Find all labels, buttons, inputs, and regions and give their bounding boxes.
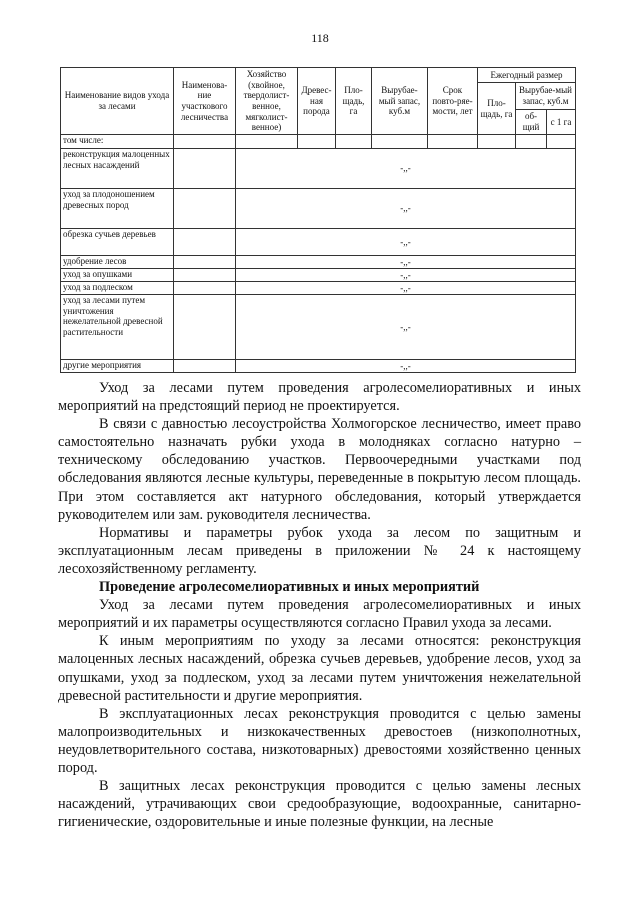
table-row: [61, 189, 576, 229]
row-label: том числе:: [61, 135, 174, 149]
paragraph: В защитных лесах реконструкция проводится с целью замены лесных насаждений, утрачивающих свои средообразующие, водоохранные, санитарно-гигиенические, оздоровительные и иные полезные функции, на лесные: [58, 778, 581, 831]
ditto-mark: -,,-: [236, 269, 576, 282]
table-row: [61, 135, 576, 149]
row-label: уход за подлеском: [61, 282, 174, 295]
ditto-mark: -,,-: [236, 360, 576, 373]
body-text: [58, 379, 581, 831]
table-row: [61, 229, 576, 256]
header-stock: Вырубае-мый запас, куб.м: [372, 68, 428, 135]
header-economy: Хозяйство (хвойное, твердолист-венное, мягколист-венное): [236, 68, 298, 135]
ditto-mark: -,,-: [236, 256, 576, 269]
paragraph: В связи с давностью лесоустройства Холмогорское лесничество, имеет право самостоятельно назначать рубки ухода в молодняках согласно натурно – техническому обследованию участков. Первоочередными участками под обследования являются лесные культуры, переведенные в покрытую лесом площадь. При этом составляется акт натурного обследования, который утверждается руководителем или зам. руководителя лесничества.: [58, 416, 581, 523]
header-area: Пло-щадь, га: [336, 68, 372, 135]
header-period: Срок повто-ряе-мости, лет: [428, 68, 478, 135]
row-label: уход за опушками: [61, 269, 174, 282]
table-row: [61, 360, 576, 373]
header-care-type: Наименование видов ухода за лесами: [61, 68, 174, 135]
header-annual-per-ha: с 1 га: [547, 110, 576, 135]
row-label: удобрение лесов: [61, 256, 174, 269]
forest-care-table: [60, 67, 576, 373]
row-label: реконструкция малоценных лесных насаждений: [61, 149, 174, 189]
paragraph: Уход за лесами путем проведения агролесомелиоративных и иных мероприятий и их параметры осуществляются согласно Правил ухода за лесами.: [58, 597, 581, 632]
ditto-mark: -,,-: [236, 229, 576, 256]
header-annual: Ежегодный размер: [478, 68, 576, 83]
header-annual-total: об-щий: [516, 110, 547, 135]
page-number: 118: [311, 31, 329, 45]
table-row: [61, 295, 576, 360]
ditto-mark: -,,-: [236, 189, 576, 229]
table-row: [61, 282, 576, 295]
header-forestry: Наименова-ние участкового лесничества: [174, 68, 236, 135]
header-annual-stock: Вырубае-мый запас, куб.м: [516, 83, 576, 110]
row-label: обрезка сучьев деревьев: [61, 229, 174, 256]
table-row: [61, 269, 576, 282]
table-row: [61, 149, 576, 189]
ditto-mark: -,,-: [236, 295, 576, 360]
row-label: другие мероприятия: [61, 360, 174, 373]
paragraph: К иным мероприятиям по уходу за лесами относятся: реконструкция малоценных лесных насаждений, обрезка сучьев деревьев, удобрение лесов, уход за опушками, уход за подлеском, уход за лесами путем уничтожения нежелательной древесной растительности и другие мероприятия.: [58, 633, 581, 704]
ditto-mark: -,,-: [236, 282, 576, 295]
row-label: уход за плодоношением древесных пород: [61, 189, 174, 229]
ditto-mark: -,,-: [236, 149, 576, 189]
header-annual-area: Пло-щадь, га: [478, 83, 516, 135]
paragraph: Нормативы и параметры рубок ухода за лесом по защитным и эксплуатационным лесам приведены в приложении № 24 к настоящему лесохозяйственному регламенту.: [58, 524, 581, 577]
header-species: Древес-ная порода: [298, 68, 336, 135]
table-row: [61, 256, 576, 269]
paragraph: Уход за лесами путем проведения агролесомелиоративных и иных мероприятий на предстоящий период не проектируется.: [58, 380, 581, 415]
row-label: уход за лесами путем уничтожения нежелательной древесной растительности: [61, 295, 174, 360]
paragraph: В эксплуатационных лесах реконструкция проводится с целью замены малопроизводительных и низкокачественных древостоев (низкополнотных, неудовлетворительного состава, низкотоварных) древостоями хозяйственно ценных пород.: [58, 705, 581, 776]
section-heading: Проведение агролесомелиоративных и иных мероприятий: [99, 579, 480, 596]
